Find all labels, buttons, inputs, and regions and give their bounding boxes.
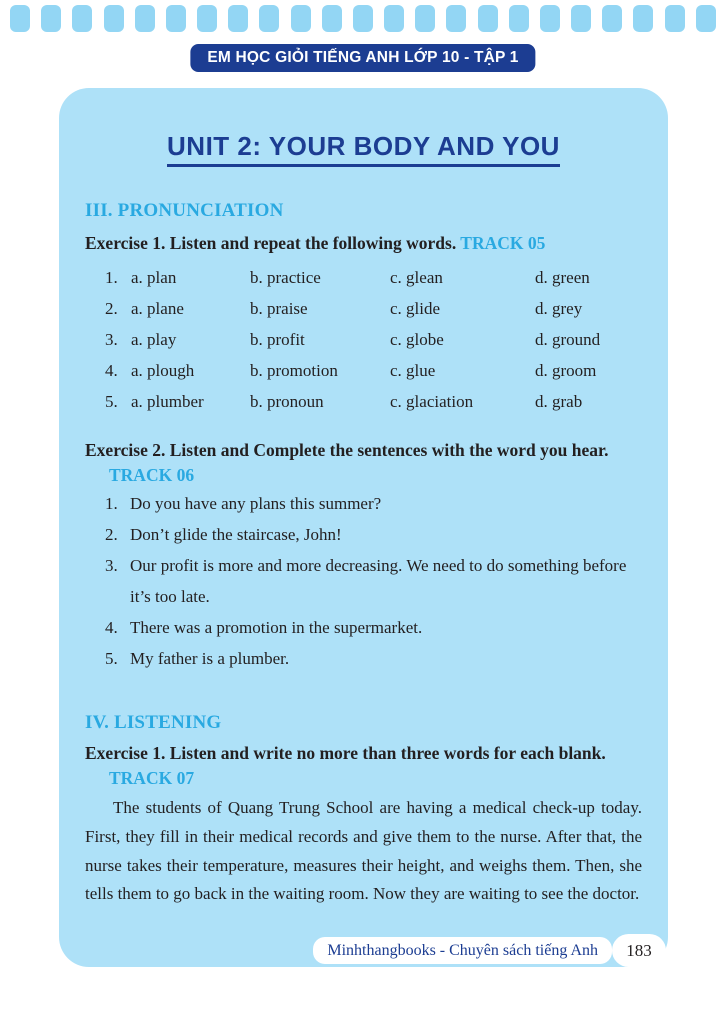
word-cell: a. plan — [131, 268, 177, 287]
word-cell: b. profit — [250, 330, 305, 349]
item-number: 5. — [105, 649, 118, 668]
word-cell: c. glean — [390, 268, 443, 287]
word-cell: b. pronoun — [250, 392, 324, 411]
item-text: There was a promotion in the supermarket. — [130, 618, 423, 637]
sentence-list — [85, 488, 642, 674]
deco-square — [166, 5, 186, 32]
deco-square — [72, 5, 92, 32]
word-cell: c. glaciation — [390, 392, 474, 411]
word-cell: a. play — [131, 330, 177, 349]
list-item — [105, 550, 642, 612]
deco-square — [540, 5, 560, 32]
row-number: 5. — [105, 392, 118, 411]
book-title-text: EM HỌC GIỎI TIẾNG ANH LỚP 10 - TẬP 1 — [207, 49, 519, 66]
word-cell: d. grey — [535, 299, 583, 318]
item-number: 2. — [105, 525, 118, 544]
deco-square — [509, 5, 529, 32]
row-number: 3. — [105, 330, 118, 349]
listening-paragraph: The students of Quang Trung School are having a medical check-up today. First, they fill in their medical records and give them to the nurse. After that, the nurse takes their temperature, measures their height, and weighs them. Then, she tells them to go back in the waiting room. Now they are waiting to see the doctor. — [85, 798, 642, 904]
word-cell: d. green — [535, 268, 590, 287]
table-row — [105, 386, 642, 417]
exercise-label: Exercise 2. Listen and Complete the sentences with the word you hear. — [85, 440, 609, 460]
deco-square — [665, 5, 685, 32]
word-cell: d. groom — [535, 361, 597, 380]
deco-square — [384, 5, 404, 32]
table-row — [105, 262, 642, 293]
word-cell: a. plane — [131, 299, 184, 318]
list-item — [105, 612, 642, 643]
row-number: 4. — [105, 361, 118, 380]
deco-square — [446, 5, 466, 32]
publisher-footer: Minhthangbooks - Chuyên sách tiếng Anh — [313, 937, 612, 964]
book-title-banner — [190, 44, 535, 72]
deco-square — [41, 5, 61, 32]
deco-square — [633, 5, 653, 32]
unit-title-text: UNIT 2: YOUR BODY AND YOU — [167, 131, 560, 167]
word-cell: d. ground — [535, 330, 601, 349]
deco-square — [696, 5, 716, 32]
page-number-badge: 183 — [612, 934, 666, 967]
item-text: My father is a plumber. — [130, 649, 290, 668]
table-row — [105, 355, 642, 386]
row-number: 2. — [105, 299, 118, 318]
listening-exercise1-heading — [85, 741, 642, 791]
deco-square — [291, 5, 311, 32]
pronunciation-exercise1-heading — [85, 231, 642, 256]
word-cell: a. plough — [131, 361, 195, 380]
exercise-label: Exercise 1. Listen and repeat the following words. — [85, 233, 457, 253]
deco-square — [602, 5, 622, 32]
item-text: Don’t glide the staircase, John! — [130, 525, 342, 544]
item-text: Do you have any plans this summer? — [130, 494, 382, 513]
deco-square — [197, 5, 217, 32]
deco-square — [478, 5, 498, 32]
word-cell: b. promotion — [250, 361, 338, 380]
word-cell: b. praise — [250, 299, 308, 318]
word-cell: c. glide — [390, 299, 441, 318]
row-number: 1. — [105, 268, 118, 287]
item-text: Our profit is more and more decreasing. We need to do something before it’s too late. — [130, 556, 627, 606]
deco-square — [10, 5, 30, 32]
list-item — [105, 488, 642, 519]
exercise-label: Exercise 1. Listen and write no more than three words for each blank. — [85, 743, 606, 763]
word-cell: c. globe — [390, 330, 444, 349]
deco-square — [415, 5, 435, 32]
word-cell: b. practice — [250, 268, 321, 287]
section-listening-heading: IV. LISTENING — [85, 712, 222, 733]
item-number: 1. — [105, 494, 118, 513]
track-label: TRACK 05 — [460, 233, 546, 253]
list-item — [105, 643, 642, 674]
item-number: 3. — [105, 556, 118, 575]
pronunciation-word-table — [85, 262, 642, 417]
word-cell: c. glue — [390, 361, 436, 380]
deco-square — [353, 5, 373, 32]
word-cell: d. grab — [535, 392, 583, 411]
word-cell: a. plumber — [131, 392, 204, 411]
track-label: TRACK 06 — [109, 465, 195, 485]
section-pronunciation-heading: III. PRONUNCIATION — [85, 200, 284, 221]
item-number: 4. — [105, 618, 118, 637]
deco-square — [228, 5, 248, 32]
table-row — [105, 293, 642, 324]
table-row — [105, 324, 642, 355]
content-card — [59, 88, 668, 967]
track-label: TRACK 07 — [109, 768, 195, 788]
deco-square — [322, 5, 342, 32]
deco-square — [259, 5, 279, 32]
unit-title — [85, 128, 642, 162]
pronunciation-exercise2-heading — [85, 438, 642, 488]
list-item — [105, 519, 642, 550]
deco-square — [135, 5, 155, 32]
deco-square — [571, 5, 591, 32]
deco-square — [104, 5, 124, 32]
decorative-strip — [10, 5, 716, 32]
